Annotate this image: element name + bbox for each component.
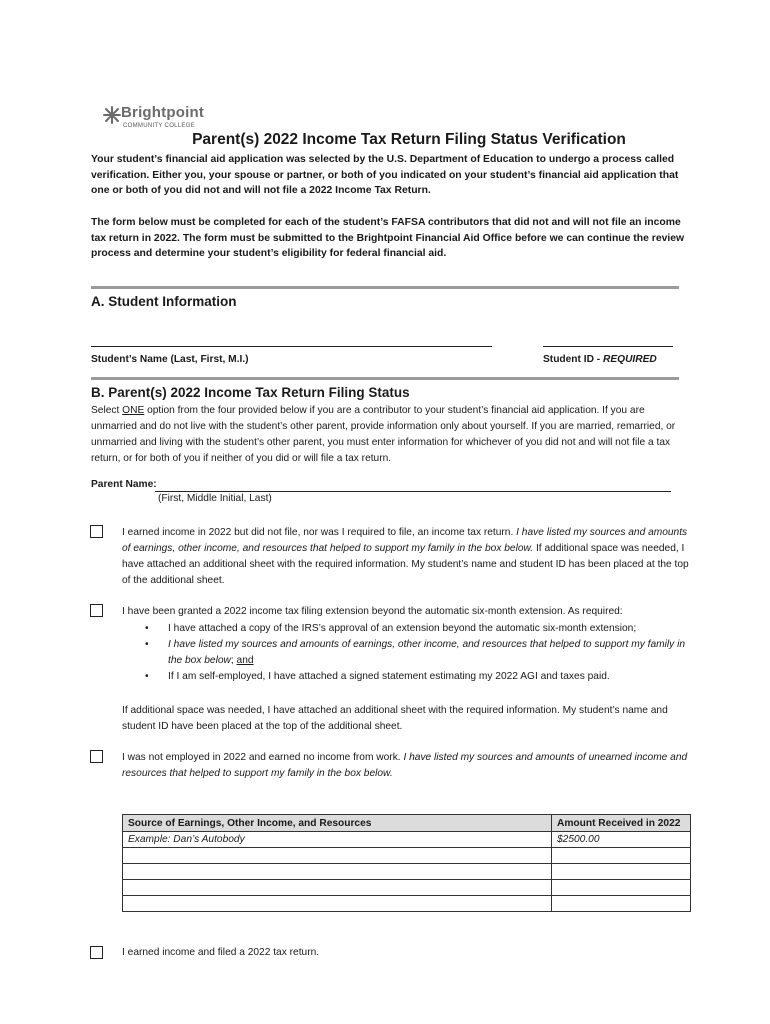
- student-id-field[interactable]: [543, 346, 673, 347]
- parent-name-hint: (First, Middle Initial, Last): [158, 493, 272, 504]
- parent-name-label: Parent Name:: [91, 479, 157, 490]
- option-3-text: I was not employed in 2022 and earned no income from work. I have listed my sources and amounts of unearned income and resources that helped to support my family in the box below.: [122, 752, 688, 779]
- table-row[interactable]: [123, 864, 691, 880]
- source-cell[interactable]: [123, 896, 552, 912]
- amount-cell[interactable]: [552, 848, 691, 864]
- section-b-instructions: Select ONE option from the four provided below if you are a contributor to your student’s financial aid application. If you are unmarried and do not live with the student’s other parent, provide information only about yourself. If you are married, remarried, or unmarried and living with the student’s other parent, you must enter information for whichever of you did not and will not file a tax return, or for both of you if neither of you did or will file a tax return.: [91, 405, 676, 464]
- option-3-checkbox[interactable]: [90, 750, 103, 763]
- starburst-icon: [103, 106, 121, 124]
- option-2-text: I have been granted a 2022 income tax filing extension beyond the automatic six-month extension. As required:: [122, 606, 623, 617]
- table-header-row: [123, 815, 691, 832]
- source-column-header: Source of Earnings, Other Income, and Resources: [123, 815, 552, 832]
- student-id-label: Student ID - REQUIRED: [543, 354, 657, 365]
- example-amount-cell: $2500.00: [552, 832, 691, 848]
- source-cell[interactable]: [123, 880, 552, 896]
- list-item: • I have listed my sources and amounts of earnings, other income, and resources that helped to support my family in the box below; and: [145, 639, 686, 666]
- option-4-text: I earned income and filed a 2022 tax return.: [122, 947, 320, 958]
- student-name-label: Student’s Name (Last, First, M.I.): [91, 354, 249, 365]
- option-2-requirements: [145, 621, 690, 685]
- option-2-checkbox[interactable]: [90, 604, 103, 617]
- amount-cell[interactable]: [552, 880, 691, 896]
- page-title: Parent(s) 2022 Income Tax Return Filing Status Verification: [192, 131, 626, 148]
- source-cell[interactable]: [123, 864, 552, 880]
- source-cell[interactable]: [123, 848, 552, 864]
- section-divider: [91, 377, 679, 380]
- option-2-note: If additional space was needed, I have attached an additional sheet with the required information. My student’s name and student ID have been placed at the top of the additional sheet.: [122, 705, 668, 732]
- income-sources-table: [122, 814, 691, 912]
- logo-subtitle: COMMUNITY COLLEGE: [123, 123, 195, 129]
- table-row: [123, 832, 691, 848]
- amount-column-header: Amount Received in 2022: [552, 815, 691, 832]
- section-b-heading: B. Parent(s) 2022 Income Tax Return Filing Status: [91, 385, 410, 400]
- example-source-cell: Example: Dan’s Autobody: [123, 832, 552, 848]
- option-1-text: I earned income in 2022 but did not file, nor was I required to file, an income tax return. I have listed my sources and amounts of earnings, other income, and resources that helped to support my family in the box below. If additional space was needed, I have attached an additional sheet with the required information. My student’s name and student ID has been placed at the top of the additional sheet.: [122, 527, 689, 586]
- table-row[interactable]: [123, 848, 691, 864]
- intro-paragraph-1: Your student’s financial aid application was selected by the U.S. Department of Education to undergo a process called verification. Either you, your spouse or partner, or both of you indicated on your student’s financial aid application that one or both of you did not and will not file a 2022 Income Tax Return.: [91, 154, 679, 196]
- section-divider: [91, 286, 679, 289]
- logo-wordmark: Brightpoint: [121, 104, 205, 121]
- list-item: • If I am self-employed, I have attached a signed statement estimating my 2022 AGI and taxes paid.: [145, 671, 610, 682]
- table-row[interactable]: [123, 880, 691, 896]
- section-a-heading: A. Student Information: [91, 294, 237, 309]
- student-name-field[interactable]: [91, 346, 492, 347]
- parent-name-field[interactable]: [155, 491, 671, 492]
- list-item: • I have attached a copy of the IRS’s approval of an extension beyond the automatic six-month extension;: [145, 623, 637, 634]
- option-1-checkbox[interactable]: [90, 525, 103, 538]
- intro-paragraph-2: The form below must be completed for each of the student’s FAFSA contributors that did not and will not file an income tax return in 2022. The form must be submitted to the Brightpoint Financial Aid Office before we can continue the review process and determine your student’s eligibility for federal financial aid.: [91, 217, 685, 259]
- table-row[interactable]: [123, 896, 691, 912]
- option-4-checkbox[interactable]: [90, 946, 103, 959]
- amount-cell[interactable]: [552, 864, 691, 880]
- amount-cell[interactable]: [552, 896, 691, 912]
- required-marker: REQUIRED: [603, 354, 657, 365]
